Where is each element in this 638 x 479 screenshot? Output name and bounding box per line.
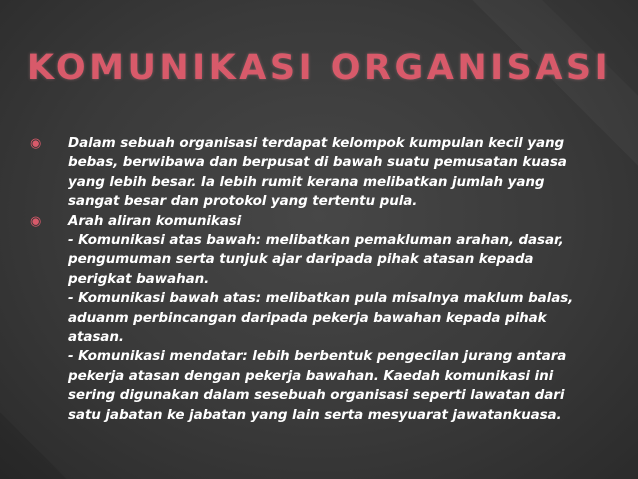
text-line: - Komunikasi atas bawah: melibatkan pemakluman arahan, dasar, [68, 232, 564, 249]
text-line: sering digunakan dalam sesebuah organisasi seperti lawatan dari [68, 387, 565, 404]
text-line: atasan. [68, 329, 124, 346]
text-line: bebas, berwibawa dan berpusat di bawah suatu pemusatan kuasa [68, 154, 567, 171]
text-line: - Komunikasi mendatar: lebih berbentuk pengecilan jurang antara [68, 348, 567, 365]
sub-item [30, 231, 610, 289]
text-line: sangat besar dan protokol yang tertentu pula. [68, 193, 418, 210]
bullet-item [30, 212, 610, 231]
text-line: satu jabatan ke jabatan yang lain serta mesyuarat jawatankuasa. [68, 406, 562, 423]
text-line: aduanm perbincangan daripada pekerja bawahan kepada pihak [68, 309, 547, 326]
bullet-icon: ◉ [30, 136, 42, 151]
text-line: pengumuman serta tunjuk ajar daripada pihak atasan kepada [68, 251, 534, 268]
text-line: pekerja atasan dengan pekerja bawahan. Kaedah komunikasi ini [68, 367, 554, 384]
text-line: - Komunikasi bawah atas: melibatkan pula misalnya maklum balas, [68, 290, 574, 307]
sub-item [30, 289, 610, 347]
text-line: Dalam sebuah organisasi terdapat kelompok kumpulan kecil yang [68, 135, 565, 151]
bullet-item [30, 134, 610, 212]
sub-item [30, 347, 610, 425]
text-line: Arah aliran komunikasi [68, 212, 242, 229]
text-line: yang lebih besar. Ia lebih rumit kerana melibatkan jumlah yang [68, 173, 545, 190]
slide-title: KOMUNIKASI ORGANISASI [26, 48, 612, 88]
bullet-icon: ◉ [30, 213, 42, 229]
text-line: perigkat bawahan. [68, 270, 210, 287]
slide-content [30, 134, 610, 425]
